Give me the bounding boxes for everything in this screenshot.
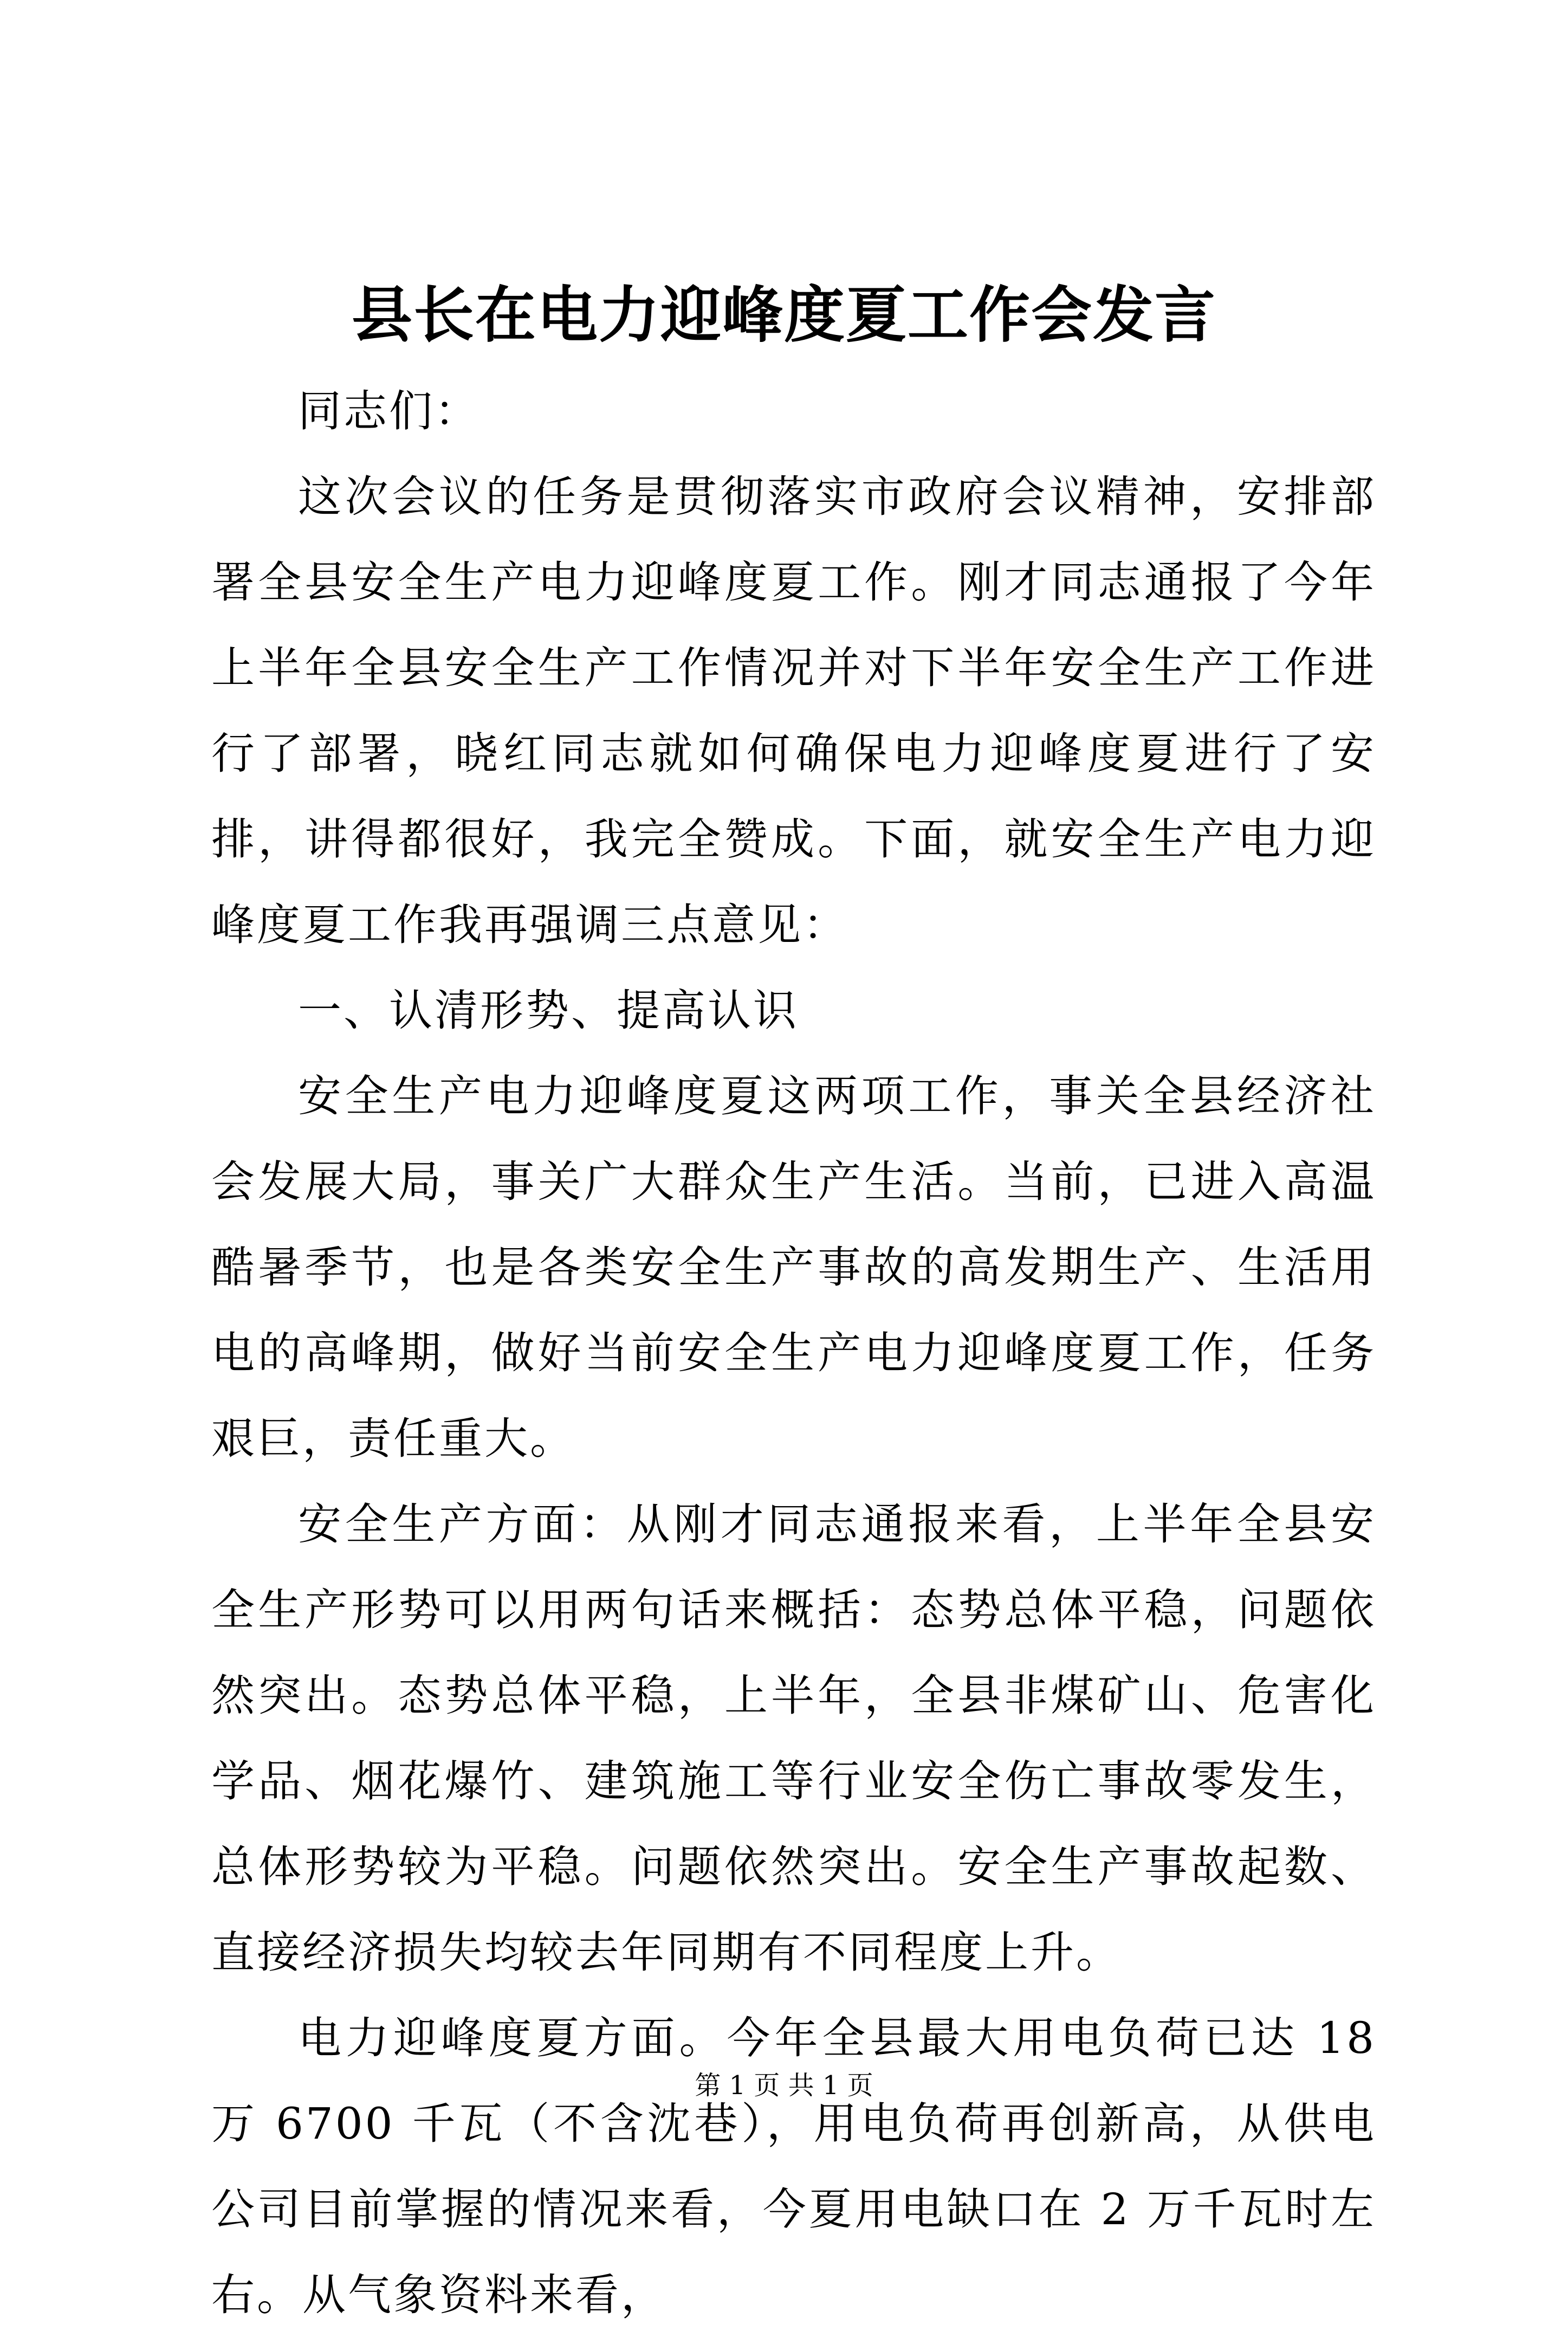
paragraph-safety: 安全生产方面：从刚才同志通报来看，上半年全县安全生产形势可以用两句话来概括：态势总体平稳，问题依然突出。态势总体平稳，上半年，全县非煤矿山、危害化学品、烟花爆竹、建筑施工等行业安全伤亡事故零发生，总体形势较为平稳。问题依然突出。安全生产事故起数、直接经济损失均较去年同期有不同程度上升。 — [211, 1499, 1376, 1978]
paragraph-power: 电力迎峰度夏方面。今年全县最大用电负荷已达 18 万 6700 千瓦（不含沈巷），用电负荷再创新高，从供电公司目前掌握的情况来看，今夏用电缺口在 2 万千瓦时左右。从气象资料来看， — [211, 2013, 1376, 2320]
paragraph-intro: 这次会议的任务是贯彻落实市政府会议精神，安排部署全县安全生产电力迎峰度夏工作。刚才同志通报了今年上半年全县安全生产工作情况并对下半年安全生产工作进行了部署，晓红同志就如何确保电力迎峰度夏进行了安排，讲得都很好，我完全赞成。下面，就安全生产电力迎峰度夏工作我再强调三点意见： — [211, 472, 1376, 950]
paragraph-situation: 安全生产电力迎峰度夏这两项工作，事关全县经济社会发展大局，事关广大群众生产生活。当前，已进入高温酷暑季节，也是各类安全生产事故的高发期生产、生活用电的高峰期，做好当前安全生产电力迎峰度夏工作，任务艰巨，责任重大。 — [211, 1071, 1376, 1464]
document-body — [211, 369, 1376, 2338]
section-heading-1: 一、认清形势、提高认识 — [298, 985, 799, 1036]
page-footer: 第 1 页 共 1 页 — [695, 2070, 873, 2101]
paragraph-salutation: 同志们： — [298, 386, 480, 436]
document-title: 县长在电力迎峰度夏工作会发言 — [352, 280, 1216, 351]
